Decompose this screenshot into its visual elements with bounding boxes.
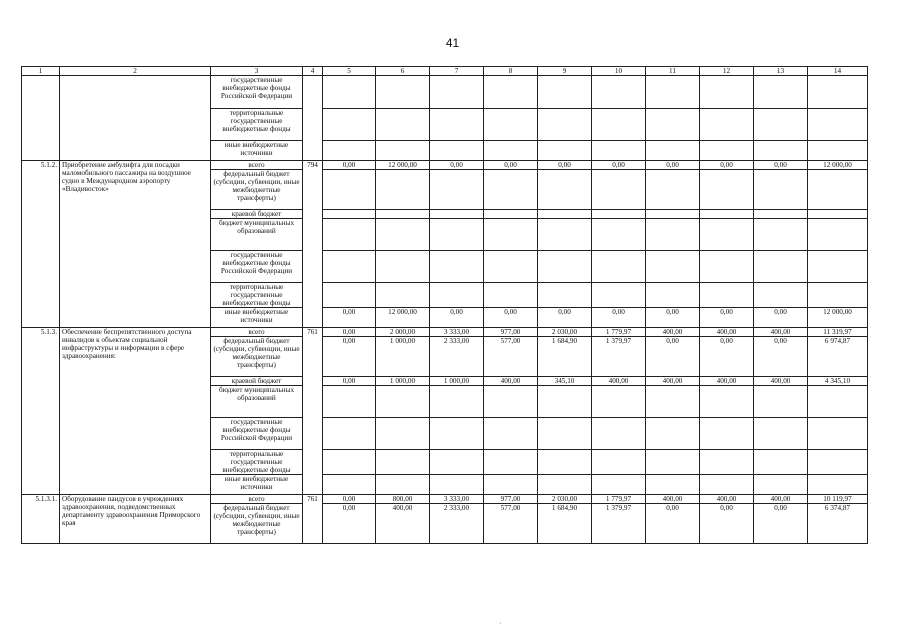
- empty-cell: [808, 418, 868, 450]
- value-cell: 400,00: [646, 328, 700, 337]
- value-cell: 977,00: [484, 495, 538, 504]
- value-cell: 400,00: [646, 495, 700, 504]
- empty-cell: [646, 170, 700, 210]
- value-cell: 1 379,97: [592, 337, 646, 377]
- funding-source: федеральный бюджет (субсидии, субвенции, иные межбюджетные трансферты): [211, 337, 303, 377]
- value-cell: 0,00: [700, 308, 754, 328]
- empty-cell: [484, 418, 538, 450]
- empty-cell: [323, 450, 376, 475]
- empty-cell: [808, 283, 868, 308]
- empty-cell: [754, 219, 808, 251]
- funding-source: государственные внебюджетные фонды Российской Федерации: [211, 76, 303, 109]
- empty-cell: [808, 141, 868, 161]
- empty-cell: [700, 251, 754, 283]
- empty-cell: [646, 76, 700, 109]
- value-cell: 345,10: [538, 377, 592, 386]
- value-cell: 0,00: [484, 308, 538, 328]
- empty-cell: [484, 386, 538, 418]
- empty-cell: [754, 76, 808, 109]
- empty-cell: [376, 475, 430, 495]
- empty-cell: [430, 386, 484, 418]
- empty-cell: [700, 76, 754, 109]
- empty-cell: [376, 76, 430, 109]
- funding-source: иные внебюджетные источники: [211, 475, 303, 495]
- empty-cell: [592, 450, 646, 475]
- empty-cell: [430, 251, 484, 283]
- funding-source: всего: [211, 328, 303, 337]
- empty-cell: [592, 170, 646, 210]
- empty-cell: [646, 109, 700, 141]
- empty-cell: [376, 251, 430, 283]
- empty-cell: [646, 418, 700, 450]
- column-header-4: 4: [303, 67, 323, 76]
- value-cell: 2 030,00: [538, 495, 592, 504]
- empty-cell: [646, 210, 700, 219]
- empty-cell: [808, 76, 868, 109]
- empty-cell: [754, 283, 808, 308]
- empty-cell: [754, 210, 808, 219]
- empty-cell: [430, 283, 484, 308]
- value-cell: 3 333,00: [430, 328, 484, 337]
- value-cell: 400,00: [754, 328, 808, 337]
- funding-source: краевой бюджет: [211, 377, 303, 386]
- grbs-code: 794: [303, 161, 323, 328]
- empty-cell: [376, 386, 430, 418]
- empty-cell: [430, 210, 484, 219]
- value-cell: 1 684,90: [538, 504, 592, 544]
- column-header-12: 12: [700, 67, 754, 76]
- scan-speck: ·: [499, 619, 502, 628]
- empty-cell: [430, 219, 484, 251]
- value-cell: 0,00: [323, 495, 376, 504]
- value-cell: 1 000,00: [376, 337, 430, 377]
- funding-source: иные внебюджетные источники: [211, 141, 303, 161]
- empty-cell: [592, 386, 646, 418]
- budget-table: [21, 66, 868, 544]
- value-cell: 0,00: [430, 161, 484, 170]
- empty-cell: [323, 386, 376, 418]
- page-number: 41: [445, 36, 460, 50]
- value-cell: 1 000,00: [376, 377, 430, 386]
- funding-source: бюджет муниципальных образований: [211, 386, 303, 418]
- value-cell: 2 030,00: [538, 328, 592, 337]
- empty-cell: [484, 450, 538, 475]
- empty-cell: [430, 170, 484, 210]
- empty-cell: [484, 219, 538, 251]
- value-cell: 0,00: [323, 328, 376, 337]
- funding-source: краевой бюджет: [211, 210, 303, 219]
- empty-cell: [430, 76, 484, 109]
- table-row: [22, 76, 868, 109]
- empty-cell: [646, 475, 700, 495]
- row-description: Обеспечение беспрепятственного доступа инвалидов к объектам социальной инфраструктуры и информации в сфере здравоохранения:: [60, 328, 211, 495]
- empty-cell: [592, 418, 646, 450]
- column-header-2: 2: [60, 67, 211, 76]
- value-cell: 3 333,00: [430, 495, 484, 504]
- column-header-6: 6: [376, 67, 430, 76]
- empty-cell: [538, 141, 592, 161]
- empty-cell: [754, 418, 808, 450]
- empty-cell: [592, 76, 646, 109]
- value-cell: 0,00: [323, 504, 376, 544]
- empty-cell: [754, 251, 808, 283]
- empty-cell: [700, 109, 754, 141]
- value-cell: 400,00: [484, 377, 538, 386]
- value-cell: 0,00: [538, 308, 592, 328]
- empty-cell: [700, 210, 754, 219]
- empty-cell: [592, 475, 646, 495]
- funding-source: иные внебюджетные источники: [211, 308, 303, 328]
- empty-cell: [484, 210, 538, 219]
- funding-source: всего: [211, 495, 303, 504]
- value-cell: 12 000,00: [376, 161, 430, 170]
- value-cell: 0,00: [430, 308, 484, 328]
- empty-cell: [484, 283, 538, 308]
- row-code: 5.1.2.: [22, 161, 60, 328]
- empty-cell: [538, 170, 592, 210]
- column-header-1: 1: [22, 67, 60, 76]
- empty-cell: [646, 251, 700, 283]
- column-header-3: 3: [211, 67, 303, 76]
- empty-cell: [323, 475, 376, 495]
- empty-cell: [430, 418, 484, 450]
- value-cell: 12 000,00: [808, 161, 868, 170]
- empty-cell: [700, 418, 754, 450]
- empty-cell: [754, 386, 808, 418]
- column-header-9: 9: [538, 67, 592, 76]
- value-cell: 577,00: [484, 504, 538, 544]
- header-row: [22, 67, 868, 76]
- value-cell: 0,00: [538, 161, 592, 170]
- empty-cell: [700, 450, 754, 475]
- value-cell: 0,00: [754, 337, 808, 377]
- value-cell: 400,00: [592, 377, 646, 386]
- empty-cell: [323, 141, 376, 161]
- value-cell: 400,00: [376, 504, 430, 544]
- empty-cell: [700, 386, 754, 418]
- empty-cell: [592, 141, 646, 161]
- column-header-7: 7: [430, 67, 484, 76]
- value-cell: 2 333,00: [430, 504, 484, 544]
- value-cell: 0,00: [323, 308, 376, 328]
- value-cell: 0,00: [592, 161, 646, 170]
- funding-source: территориальные государственные внебюджетные фонды: [211, 450, 303, 475]
- empty-cell: [538, 210, 592, 219]
- value-cell: 2 333,00: [430, 337, 484, 377]
- empty-cell: [808, 109, 868, 141]
- empty-cell: [376, 109, 430, 141]
- value-cell: 800,00: [376, 495, 430, 504]
- empty-cell: [700, 170, 754, 210]
- value-cell: 10 119,97: [808, 495, 868, 504]
- empty-cell: [592, 251, 646, 283]
- empty-cell: [700, 475, 754, 495]
- empty-cell: [323, 418, 376, 450]
- grbs-code: 761: [303, 328, 323, 495]
- empty-cell: [754, 170, 808, 210]
- value-cell: 12 000,00: [376, 308, 430, 328]
- empty-cell: [808, 386, 868, 418]
- column-header-14: 14: [808, 67, 868, 76]
- empty-cell: [376, 219, 430, 251]
- value-cell: 11 319,97: [808, 328, 868, 337]
- value-cell: 0,00: [323, 337, 376, 377]
- empty-cell: [538, 283, 592, 308]
- table-row: [22, 161, 868, 170]
- funding-source: государственные внебюджетные фонды Российской Федерации: [211, 418, 303, 450]
- empty-cell: [808, 475, 868, 495]
- value-cell: 1 000,00: [430, 377, 484, 386]
- empty-cell: [323, 76, 376, 109]
- empty-cell: [754, 450, 808, 475]
- funding-source: территориальные государственные внебюджетные фонды: [211, 109, 303, 141]
- empty-cell: [808, 210, 868, 219]
- value-cell: 0,00: [323, 161, 376, 170]
- funding-source: территориальные государственные внебюджетные фонды: [211, 283, 303, 308]
- empty-cell: [538, 450, 592, 475]
- value-cell: 0,00: [646, 504, 700, 544]
- empty-cell: [538, 109, 592, 141]
- empty-cell: [376, 210, 430, 219]
- empty-cell: [592, 219, 646, 251]
- empty-cell: [538, 76, 592, 109]
- empty-cell: [754, 141, 808, 161]
- empty-cell: [592, 210, 646, 219]
- column-header-5: 5: [323, 67, 376, 76]
- empty-cell: [484, 475, 538, 495]
- column-header-8: 8: [484, 67, 538, 76]
- value-cell: 1 379,97: [592, 504, 646, 544]
- value-cell: 0,00: [323, 377, 376, 386]
- empty-cell: [484, 76, 538, 109]
- row-description: Оборудование пандусов в учреждениях здравоохранения, подведомственных департаменту здравоохранения Приморского края: [60, 495, 211, 544]
- empty-cell: [538, 219, 592, 251]
- column-header-10: 10: [592, 67, 646, 76]
- empty-cell: [430, 141, 484, 161]
- funding-source: всего: [211, 161, 303, 170]
- grbs-code: 761: [303, 495, 323, 544]
- value-cell: 12 000,00: [808, 308, 868, 328]
- empty-cell: [484, 141, 538, 161]
- empty-cell: [754, 475, 808, 495]
- funding-source: бюджет муниципальных образований: [211, 219, 303, 251]
- empty-cell: [538, 475, 592, 495]
- value-cell: 0,00: [646, 308, 700, 328]
- empty-cell: [323, 109, 376, 141]
- value-cell: 0,00: [754, 308, 808, 328]
- empty-cell: [754, 109, 808, 141]
- value-cell: 400,00: [700, 328, 754, 337]
- empty-cell: [808, 251, 868, 283]
- value-cell: 0,00: [700, 337, 754, 377]
- empty-cell: [484, 170, 538, 210]
- empty-cell: [430, 450, 484, 475]
- empty-cell: [700, 219, 754, 251]
- empty-cell: [538, 386, 592, 418]
- empty-cell: [646, 219, 700, 251]
- funding-source: федеральный бюджет (субсидии, субвенции, иные межбюджетные трансферты): [211, 170, 303, 210]
- value-cell: 0,00: [754, 504, 808, 544]
- empty-cell: [700, 283, 754, 308]
- value-cell: 0,00: [700, 504, 754, 544]
- empty-cell: [430, 475, 484, 495]
- value-cell: 0,00: [646, 161, 700, 170]
- value-cell: 1 779,97: [592, 495, 646, 504]
- column-header-13: 13: [754, 67, 808, 76]
- column-header-11: 11: [646, 67, 700, 76]
- empty-cell: [646, 283, 700, 308]
- empty-cell: [808, 219, 868, 251]
- value-cell: 0,00: [484, 161, 538, 170]
- value-cell: 0,00: [646, 337, 700, 377]
- empty-cell: [430, 109, 484, 141]
- table-body: [22, 67, 868, 544]
- row-description: Приобретение амбулифта для посадки маломобильного пассажира на воздушное судно в Международном аэропорту «Владивосток»: [60, 161, 211, 328]
- empty-cell: [646, 386, 700, 418]
- value-cell: 400,00: [754, 377, 808, 386]
- value-cell: 0,00: [754, 161, 808, 170]
- value-cell: 6 374,87: [808, 504, 868, 544]
- table-row: [22, 495, 868, 504]
- row-description: [60, 76, 211, 161]
- empty-cell: [808, 170, 868, 210]
- value-cell: 1 684,90: [538, 337, 592, 377]
- empty-cell: [376, 170, 430, 210]
- row-code: [22, 76, 60, 161]
- row-code: 5.1.3.1.: [22, 495, 60, 544]
- empty-cell: [592, 109, 646, 141]
- empty-cell: [323, 219, 376, 251]
- value-cell: 400,00: [754, 495, 808, 504]
- value-cell: 6 974,87: [808, 337, 868, 377]
- value-cell: 0,00: [700, 161, 754, 170]
- value-cell: 400,00: [646, 377, 700, 386]
- empty-cell: [323, 210, 376, 219]
- empty-cell: [323, 251, 376, 283]
- table-row: [22, 328, 868, 337]
- empty-cell: [538, 418, 592, 450]
- value-cell: 977,00: [484, 328, 538, 337]
- empty-cell: [646, 141, 700, 161]
- empty-cell: [700, 141, 754, 161]
- grbs-code: [303, 76, 323, 161]
- empty-cell: [376, 418, 430, 450]
- value-cell: 4 345,10: [808, 377, 868, 386]
- empty-cell: [538, 251, 592, 283]
- value-cell: 2 000,00: [376, 328, 430, 337]
- row-code: 5.1.3.: [22, 328, 60, 495]
- empty-cell: [376, 141, 430, 161]
- empty-cell: [376, 283, 430, 308]
- value-cell: 0,00: [592, 308, 646, 328]
- empty-cell: [592, 283, 646, 308]
- value-cell: 577,00: [484, 337, 538, 377]
- empty-cell: [484, 251, 538, 283]
- empty-cell: [323, 170, 376, 210]
- empty-cell: [646, 450, 700, 475]
- value-cell: 1 779,97: [592, 328, 646, 337]
- empty-cell: [323, 283, 376, 308]
- empty-cell: [376, 450, 430, 475]
- value-cell: 400,00: [700, 377, 754, 386]
- funding-source: федеральный бюджет (субсидии, субвенции, иные межбюджетные трансферты): [211, 504, 303, 544]
- funding-source: государственные внебюджетные фонды Российской Федерации: [211, 251, 303, 283]
- empty-cell: [808, 450, 868, 475]
- empty-cell: [484, 109, 538, 141]
- value-cell: 400,00: [700, 495, 754, 504]
